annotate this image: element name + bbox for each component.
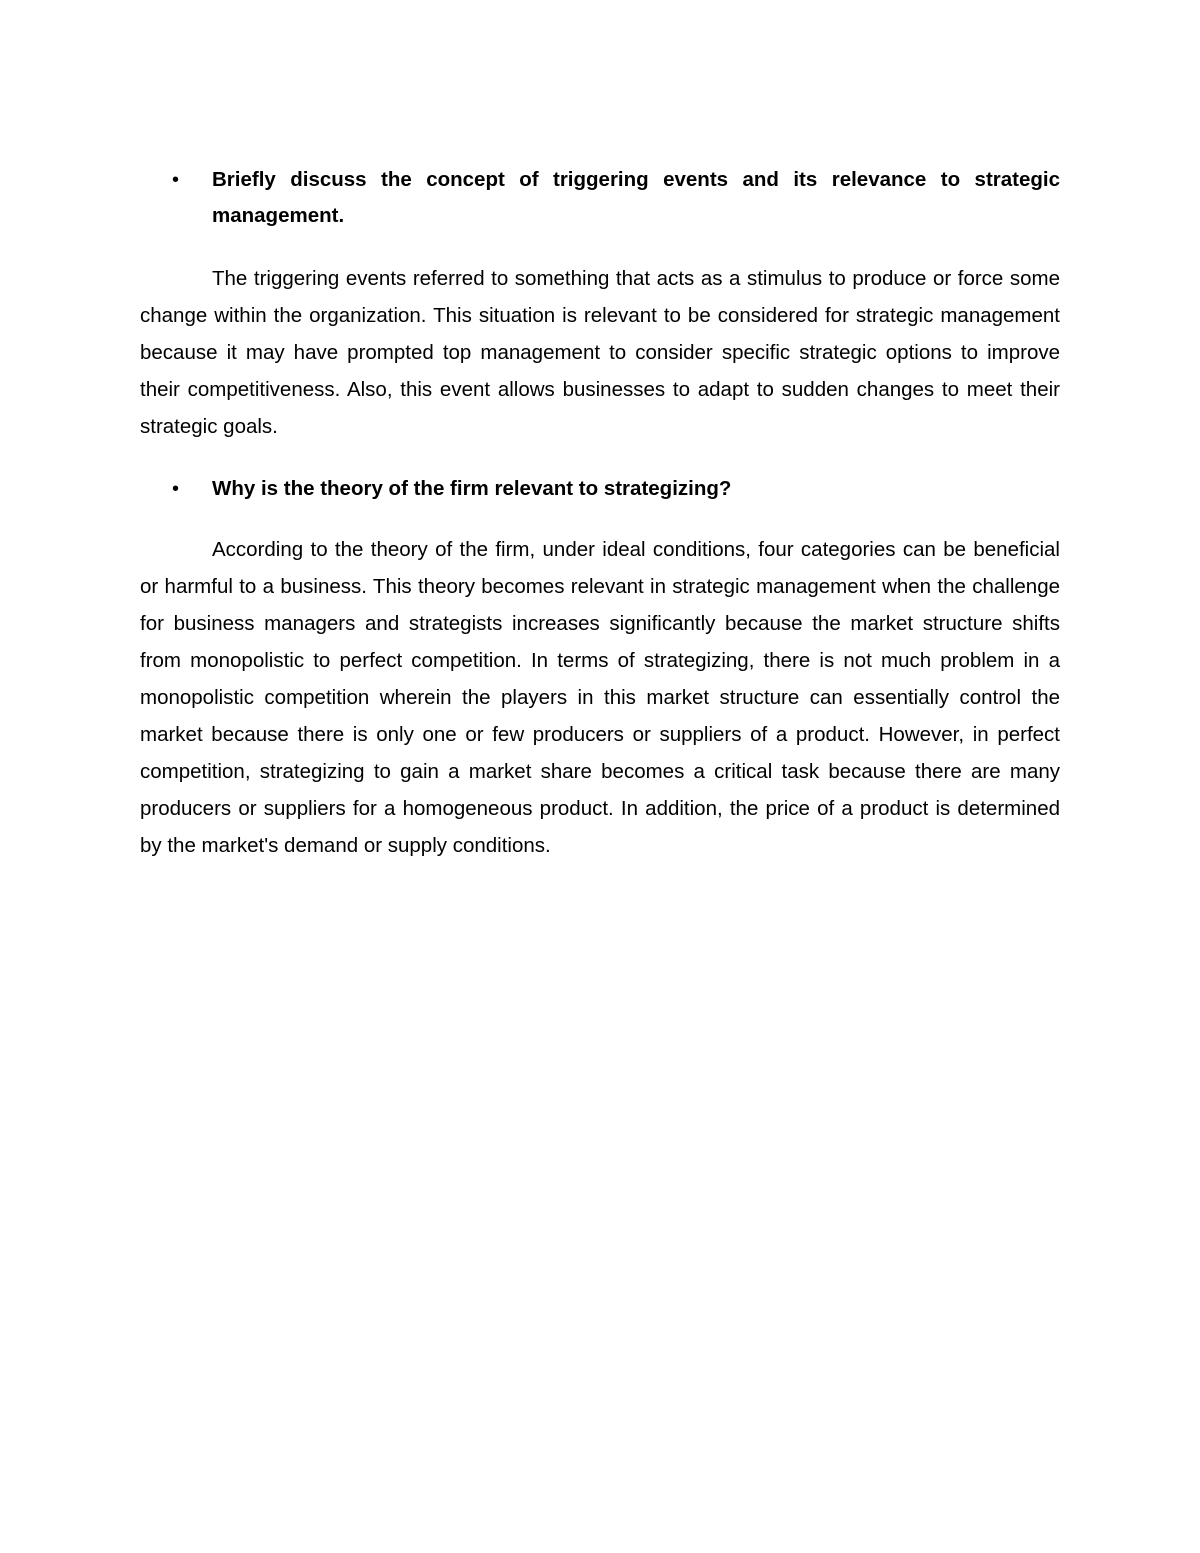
- question-item-1: [140, 162, 1060, 234]
- question-item-2: [140, 471, 1060, 507]
- answer-block-2: [140, 531, 1060, 864]
- question-text-2: Why is the theory of the firm relevant to strategizing?: [212, 477, 732, 500]
- question-text-1: Briefly discuss the concept of triggering events and its relevance to strategic management.: [212, 168, 1060, 227]
- bullet-icon: •: [172, 478, 180, 500]
- answer-paragraph-1: The triggering events referred to something that acts as a stimulus to produce or force some change within the organization. This situation is relevant to be considered for strategic management because it may have prompted top management to consider specific strategic options to improve their competitiveness. Also, this event allows businesses to adapt to sudden changes to meet their strategic goals.: [140, 267, 1060, 438]
- answer-paragraph-2: According to the theory of the firm, under ideal conditions, four categories can be beneficial or harmful to a business. This theory becomes relevant in strategic management when the challenge for business managers and strategists increases significantly because the market structure shifts from monopolistic to perfect competition. In terms of strategizing, there is not much problem in a monopolistic competition wherein the players in this market structure can essentially control the market because there is only one or few producers or suppliers of a product. However, in perfect competition, strategizing to gain a market share becomes a critical task because there are many producers or suppliers for a homogeneous product. In addition, the price of a product is determined by the market's demand or supply conditions.: [140, 538, 1060, 857]
- question-heading-1: [140, 162, 1060, 234]
- answer-block-1: [140, 260, 1060, 445]
- question-heading-2: [140, 471, 1060, 507]
- bullet-icon: •: [172, 169, 180, 191]
